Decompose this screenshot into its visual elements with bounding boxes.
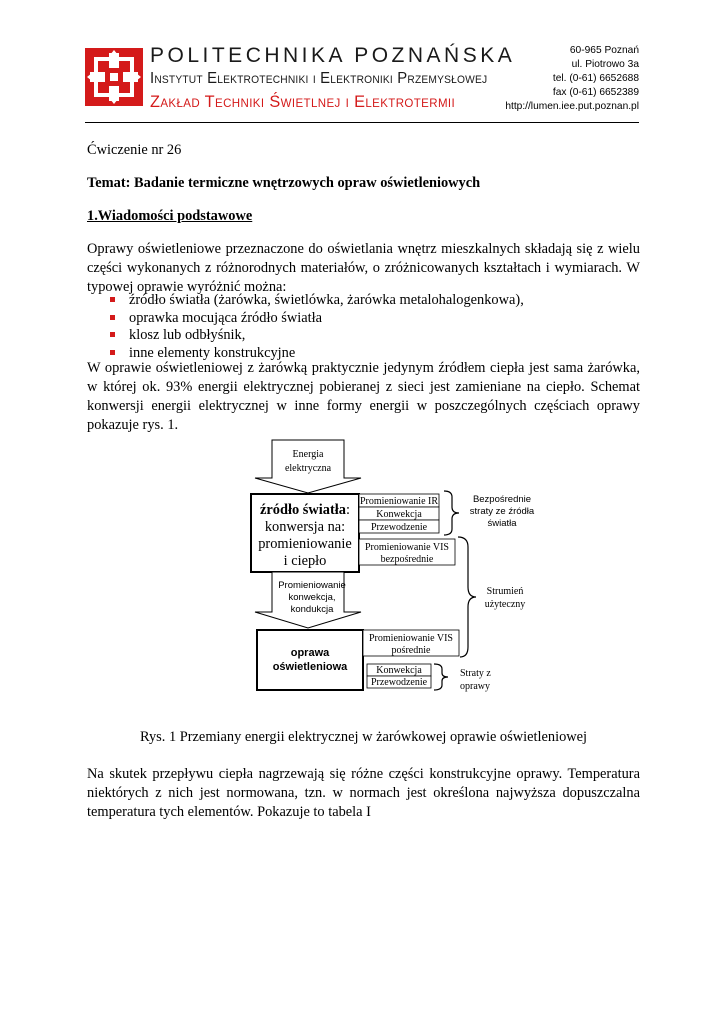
luminaire-line1: oprawa bbox=[290, 647, 330, 659]
brace-useful-line1: Strumień bbox=[486, 586, 524, 597]
exercise-number: Ćwiczenie nr 26 bbox=[87, 142, 182, 158]
output-conduction: Przewodzenie bbox=[370, 522, 428, 533]
brace-lum-line2: oprawy bbox=[460, 681, 490, 692]
light-source-line3: i ciepło bbox=[283, 553, 327, 569]
brace-luminaire-losses bbox=[434, 664, 448, 690]
list-item: klosz lub odbłyśnik, bbox=[110, 327, 524, 345]
middle-arrow-line2: konwekcja, bbox=[288, 592, 336, 603]
vis-indirect-line2: pośrednie bbox=[391, 645, 431, 656]
luminaire-line2: oświetleniowa bbox=[272, 661, 348, 673]
brace-useful-line2: użyteczny bbox=[484, 599, 526, 610]
brace-direct-line1: Bezpośrednie bbox=[472, 494, 532, 505]
brace-useful-flux bbox=[458, 537, 476, 657]
list-item: oprawka mocująca źródło światła bbox=[110, 310, 524, 328]
paragraph-intro: Oprawy oświetleniowe przeznaczone do oświetlania wnętrz mieszkalnych składają się z wielu części wykonanych z różnorodnych materiałów, o zróżnicowanych kształtach i wymiarach. W typowej oprawie wyróżnić można: bbox=[87, 241, 640, 295]
brace-lum-line1: Straty z bbox=[460, 668, 491, 679]
brace-direct-line2: straty ze źródła bbox=[469, 506, 535, 517]
paragraph-heat-source: W oprawie oświetleniowej z żarówką praktycznie jedynym źródłem ciepła jest sama żarówka, w której ok. 93% energii elektrycznej pobieranej z sieci jest zamieniane na ciepło. Schemat konwersji energii elektrycznej w inne formy energii w poszczególnych częściach oprawy pokazuje rys. 1. bbox=[87, 360, 640, 433]
vis-direct-line2: bezpośrednie bbox=[380, 554, 434, 565]
input-arrow-line2: elektryczna bbox=[284, 463, 332, 474]
brace-direct-line3: światła bbox=[487, 518, 517, 529]
address-postal: 60-965 Poznań bbox=[569, 45, 639, 56]
brace-direct-losses bbox=[444, 491, 459, 535]
lum-conduction: Przewodzenie bbox=[370, 677, 428, 688]
luminaire-box bbox=[257, 630, 363, 690]
section-heading: 1.Wiadomości podstawowe bbox=[87, 208, 253, 224]
middle-arrow-line3: kondukcja bbox=[290, 604, 334, 615]
light-source-title: źródło światła bbox=[260, 502, 346, 518]
address-street: ul. Piotrowo 3a bbox=[571, 59, 639, 70]
address-tel: tel. (0-61) 6652688 bbox=[552, 73, 639, 84]
vis-direct-line1: Promieniowanie VIS bbox=[365, 542, 449, 553]
address-fax: fax (0-61) 6652389 bbox=[552, 87, 639, 98]
institution-name: POLITECHNIKA POZNAŃSKA bbox=[150, 44, 516, 67]
department-name: Zakład Techniki Świetlnej i Elektrotermii bbox=[150, 92, 456, 111]
topic-title: Temat: Badanie termiczne wnętrzowych opraw oświetleniowych bbox=[87, 175, 481, 191]
figure-caption: Rys. 1 Przemiany energii elektrycznej w żarówkowej oprawie oświetleniowej bbox=[139, 729, 588, 745]
middle-arrow-line1: Promieniowanie bbox=[278, 580, 346, 591]
lum-convection: Konwekcja bbox=[376, 665, 422, 676]
light-source-line1: konwersja na: bbox=[264, 519, 346, 535]
svg-text:źródło światła: bbox=[260, 502, 350, 518]
vis-indirect-line1: Promieniowanie VIS bbox=[369, 633, 453, 644]
light-source-line2: promieniowanie bbox=[258, 536, 352, 552]
output-convection: Konwekcja bbox=[376, 509, 422, 520]
list-item: źródło światła (żarówka, świetlówka, żarówka metalohalogenkowa), bbox=[110, 292, 524, 310]
institute-name: Instytut Elektrotechniki i Elektroniki Przemysłowej bbox=[150, 70, 488, 87]
address-url[interactable]: http://lumen.iee.put.poznan.pl bbox=[505, 101, 639, 112]
input-arrow-line1: Energia bbox=[292, 449, 324, 460]
list-item: inne elementy konstrukcyjne bbox=[110, 345, 524, 363]
output-ir: Promieniowanie IR bbox=[359, 496, 439, 507]
paragraph-temperature: Na skutek przepływu ciepła nagrzewają się różne części konstrukcyjne oprawy. Temperatura niektórych z nich jest normowana, tzn. w normach jest określona najwyższa dopuszczalna temperatura tych elementów. Pokazuje to tabela I bbox=[87, 766, 640, 820]
light-source-colon: : bbox=[345, 502, 350, 518]
